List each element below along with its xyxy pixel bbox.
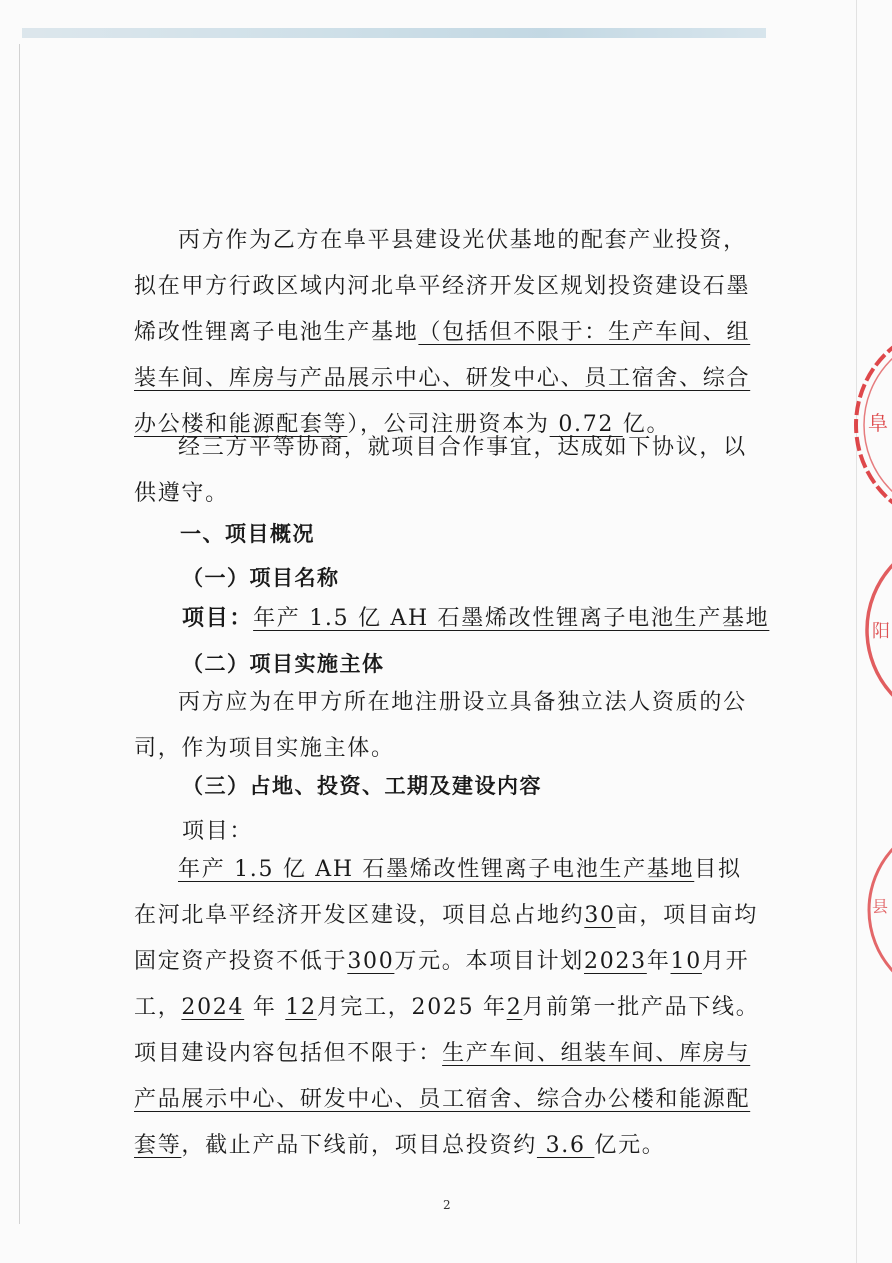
subsection-2-text: 丙方应为在甲方所在地注册设立具备独立法人资质的公司，作为项目实施主体。 xyxy=(134,690,747,761)
project-name-label: 项目： xyxy=(182,605,254,631)
project-name-line xyxy=(182,603,769,634)
text-span: ，截止产品下线前，项目总投资约 xyxy=(181,1133,537,1158)
start-year: 2023 xyxy=(584,949,647,974)
scope-underlined: （包括但不限于：生产车间、组装车间、库房与产品展示中心、研发中心、员工宿舍、综合办公楼和能源配套等 xyxy=(134,320,751,437)
total-investment: 3.6 xyxy=(536,1133,595,1158)
text-span: 月前第一批产品下线。项目建设内容包括但不限于： xyxy=(134,995,760,1066)
seal-ring xyxy=(867,555,892,705)
seal-inner-ring xyxy=(864,333,892,517)
subsection-3-paragraph xyxy=(134,847,764,1169)
intro-text: 丙方作为乙方在阜平县建设光伏基地的配套产业投资，拟在甲方行政区域内河北阜平经济开发区规划投资建设石墨烯改性锂离子电池生产基地 xyxy=(134,228,751,345)
capital-label: ），公司注册资本为 xyxy=(347,412,550,437)
end-month: 12 xyxy=(285,995,317,1020)
end-year: 2024 xyxy=(181,995,245,1020)
registered-capital: 0.72 xyxy=(549,412,623,437)
text-span: 月开工， xyxy=(134,949,750,1020)
text-span: 月完工，2025 年 xyxy=(316,995,507,1020)
capital-unit: 亿。 xyxy=(622,412,671,437)
project-name-underlined: 年产 1.5 亿 AH 石墨烯改性锂离子电池生产基地 xyxy=(178,857,695,882)
text-span: 年 xyxy=(244,995,286,1020)
text-span: 亿元。 xyxy=(594,1133,666,1158)
seal-ring xyxy=(869,840,892,980)
page-left-edge xyxy=(19,44,20,1224)
subsection-1-title: （一）项目名称 xyxy=(182,565,340,590)
red-seal-bottom xyxy=(864,840,892,980)
intro-paragraph-1 xyxy=(134,218,764,448)
text-span: 目拟在河北阜平经济开发区建设，项目总占地约 xyxy=(134,857,742,928)
page-right-edge xyxy=(856,0,857,1263)
page-number: 2 xyxy=(443,1198,451,1212)
red-seal-top xyxy=(846,330,892,520)
start-month: 10 xyxy=(670,949,702,974)
land-area: 30 xyxy=(584,903,616,928)
text-span: 亩，项目亩均固定资产投资不低于 xyxy=(134,903,758,974)
first-batch-month: 2 xyxy=(506,995,523,1020)
subsection-3-label: 项目： xyxy=(182,819,254,844)
project-name-value: 年产 1.5 亿 AH 石墨烯改性锂离子电池生产基地 xyxy=(253,606,770,631)
text-span: 万元。本项目计划 xyxy=(394,949,585,974)
construction-scope: 生产车间、组装车间、库房与产品展示中心、研发中心、员工宿舍、综合办公楼和能源配套等 xyxy=(134,1041,751,1158)
seal-char: 县 xyxy=(872,897,889,916)
seal-char: 阳 xyxy=(872,621,890,642)
red-seal-middle xyxy=(862,555,892,705)
section-1-title: 一、项目概况 xyxy=(180,521,315,546)
seal-ring xyxy=(856,330,892,520)
text-span: 年 xyxy=(646,949,671,974)
investment-per-mu: 300 xyxy=(347,949,395,974)
subsection-2-title: （二）项目实施主体 xyxy=(182,651,385,676)
subsection-3-title: （三）占地、投资、工期及建设内容 xyxy=(182,773,542,798)
scan-top-strip xyxy=(22,28,766,38)
intro-paragraph-2: 经三方平等协商，就项目合作事宜，达成如下协议，以供遵守。 xyxy=(134,435,747,506)
seal-char: 阜 xyxy=(868,411,888,435)
